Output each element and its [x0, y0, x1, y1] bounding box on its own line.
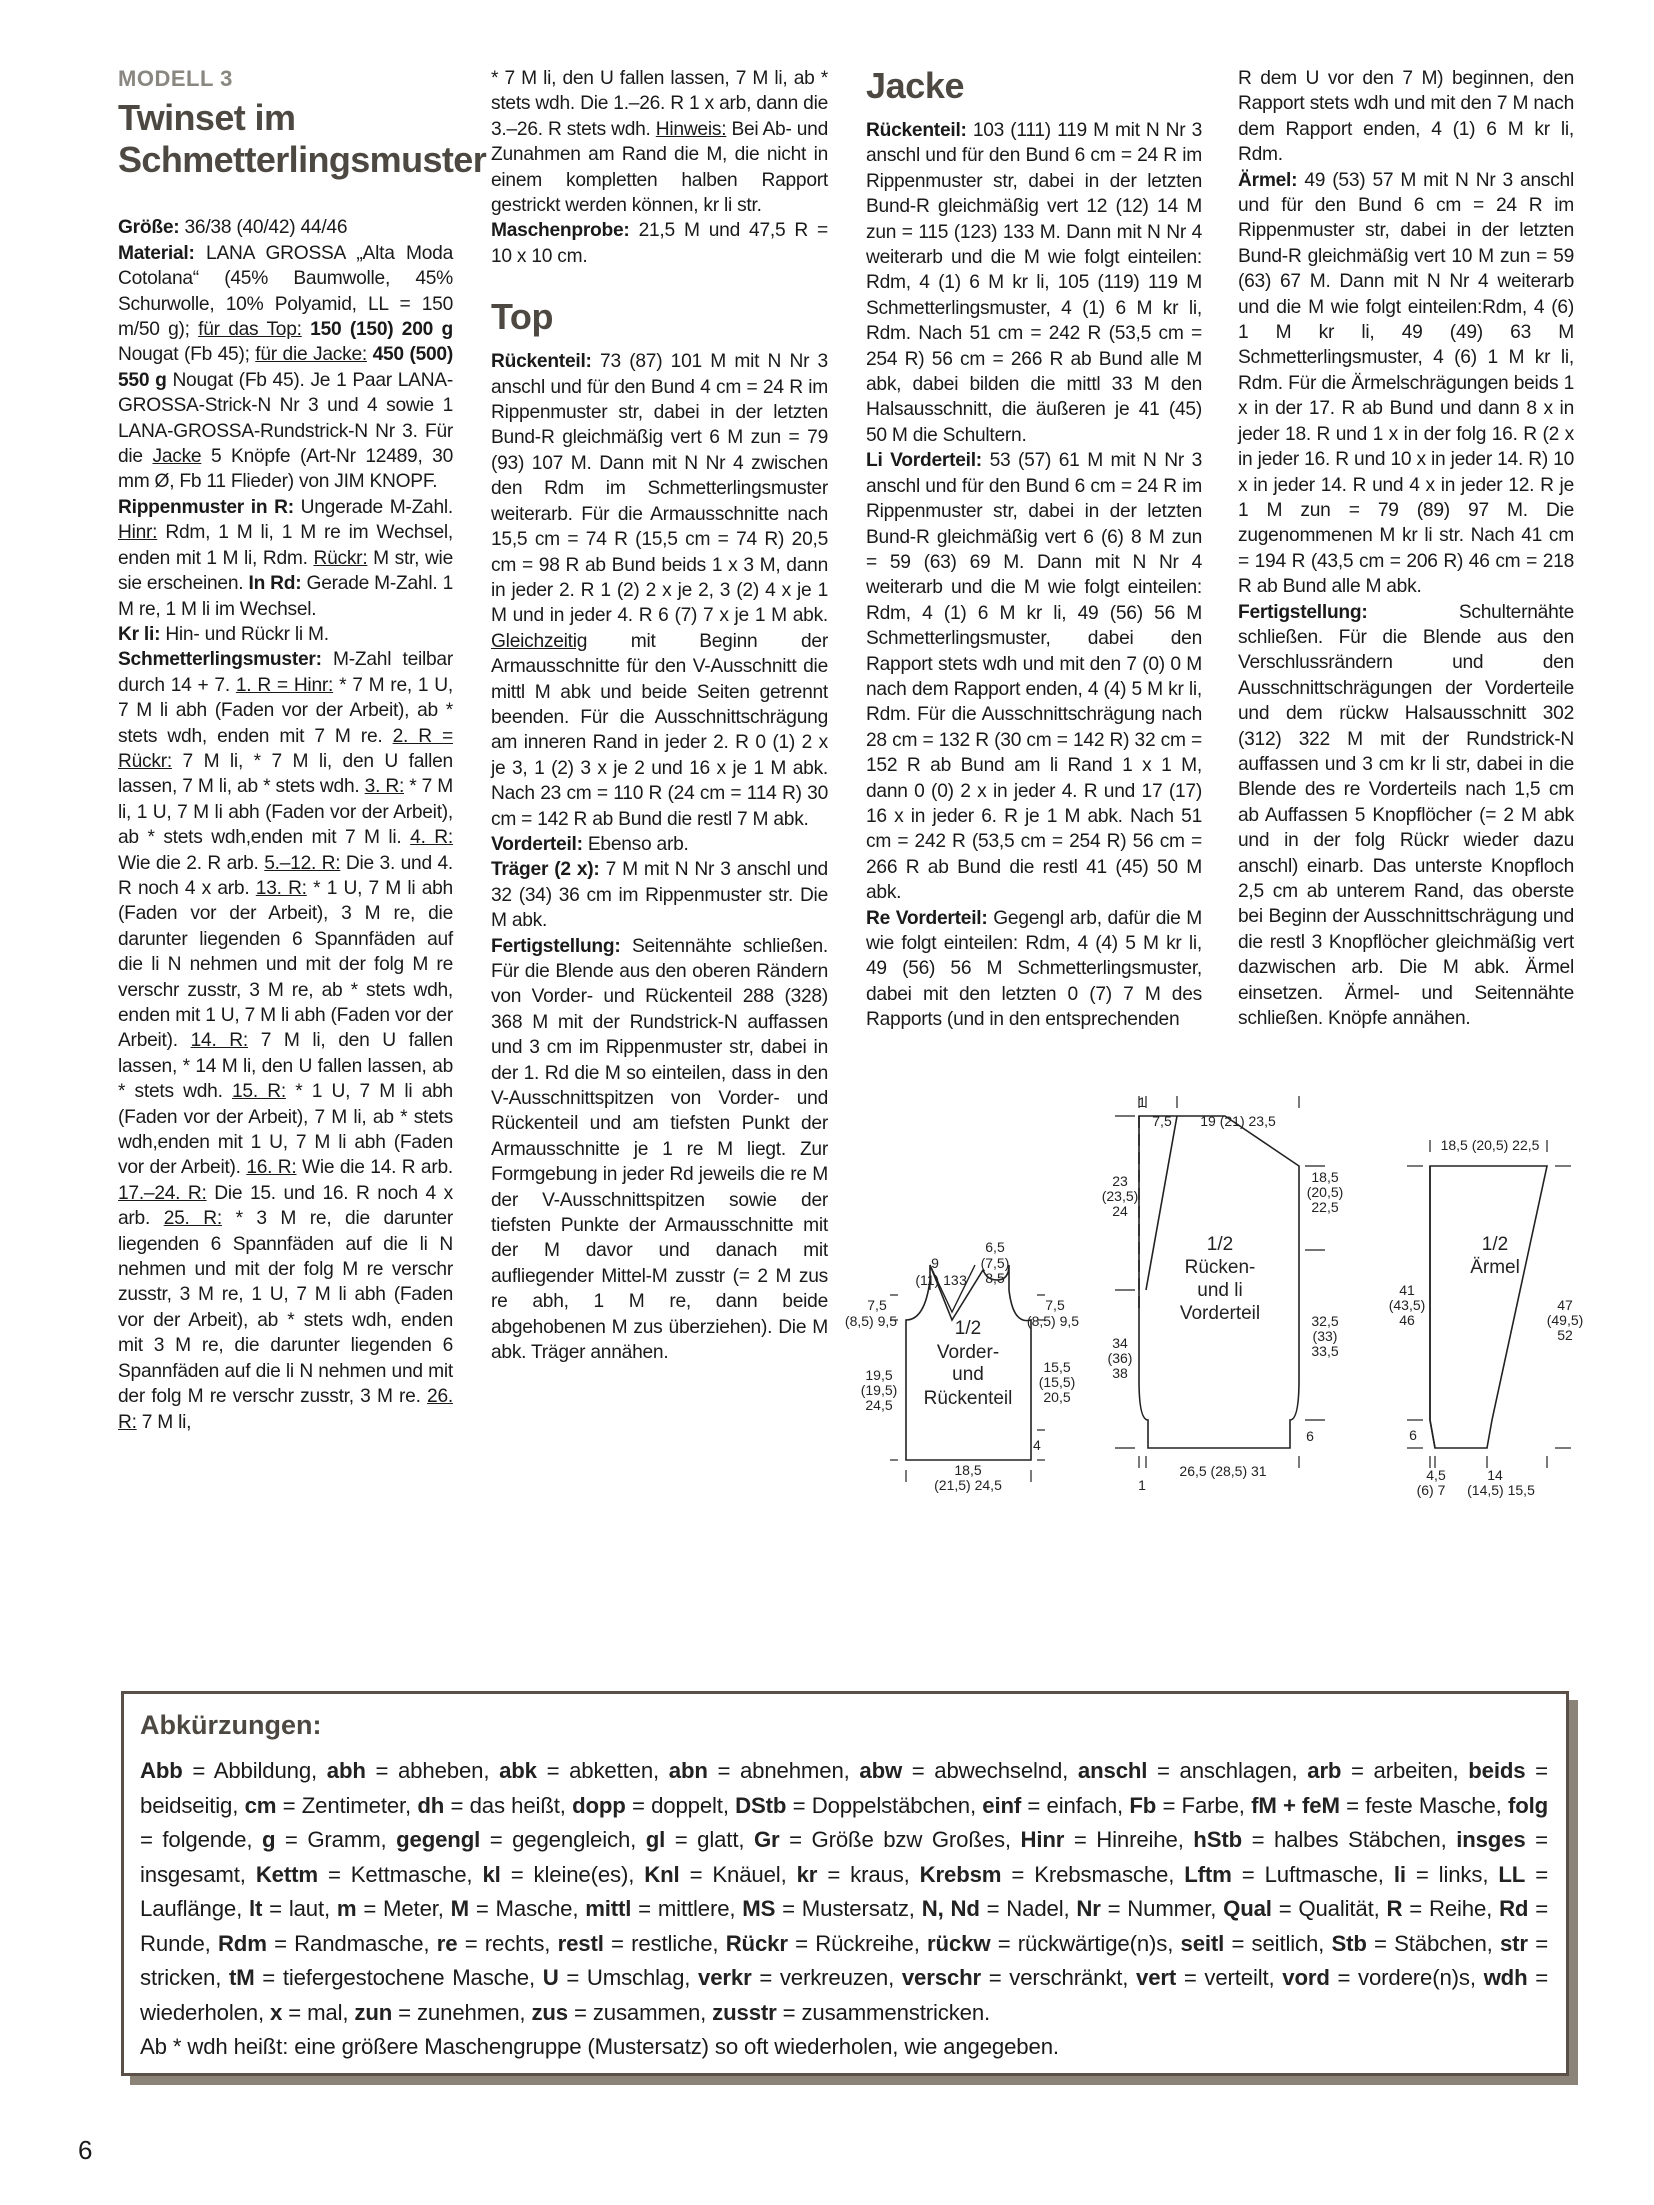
abbreviation-term: kl	[482, 1861, 501, 1887]
abbreviation-term: beids	[1468, 1758, 1526, 1783]
abbreviation-term: gegengl	[396, 1827, 481, 1852]
svg-text:4,5: 4,5	[1426, 1467, 1446, 1483]
svg-text:24,5: 24,5	[865, 1397, 893, 1413]
abbreviation-meaning: = Meter,	[356, 1896, 451, 1921]
abbreviation-term: Qual	[1223, 1896, 1272, 1921]
column-4	[1238, 66, 1574, 1031]
abbreviation-term: arb	[1307, 1758, 1342, 1783]
abbreviation-meaning: = vordere(n)s,	[1329, 1965, 1484, 1990]
abbreviation-term: Rdm	[217, 1930, 267, 1956]
aermel-label-2: Ärmel	[1470, 1257, 1520, 1278]
section-heading-jacke: Jacke	[866, 65, 965, 106]
abbreviation-term: U	[542, 1965, 559, 1990]
top-instructions: Rückenteil: 73 (87) 101 M mit N Nr 3 anschl und für den Bund 4 cm = 24 R im Rippenmuster str, dabei in der letzten Bund-R gleichmäßig vert 6 M zun = 79 (93) 107 M. Dann mit N Nr 4 zwischen den Rdm im Schmetterlingsmuster weiterarb. Für die Armausschnitte nach 15,5 cm = 74 R (15,5 cm = 74 R) 20,5 cm = 98 R ab Bund beids 1 x 3 M, dann in jeder 2. R 1 (2) 2 x je 2, 3 (2) 4 x je 1 M und in jeder 4. R 6 (7) 7 x je 1 M abk. Gleichzeitig mit Beginn der Armausschnitte für den V-Ausschnitt die mittl M abk und beide Seiten getrennt beenden. Für die Ausschnittschrägung am inneren Rand in jeder 2. R 0 (1) 2 x je 3, 1 (2) 3 x je 2 und 16 x je 1 M abk. Nach 23 cm = 110 R (24 cm = 114 R) 30 cm = 142 R ab Bund die restl 7 M abk. Vorderteil: Ebenso arb. Träger (2 x): 7 M mit N Nr 3 anschl und 32 (34) 36 cm im Rippenmuster str. Die M abk. Fertigstellung: Seitennähte schließen. Für die Blende aus den oberen Rändern von Vorder- und Rückenteil 288 (328) 368 M mit der Rundstrick-N auffassen und 3 cm im Rippenmuster str, dabei in der 1. Rd die M so einteilen, dass in den V-Ausschnittspitzen von Vorder- und Rückenteil und am tiefsten Punkt der Armausschnitte je 1 re M liegt. Zur Formgebung in jeder Rd jeweils die re M der V-Ausschnittspitzen sowie der tiefsten Punkte der Armausschnitte mit der M davor und danach mit aufliegender Mittel-M zusstr (= 2 M zus re abh, 1 M re, dann beide abgehobenen M zus überziehen). Die M abk. Träger annähen.	[491, 351, 828, 1364]
svg-text:(33): (33)	[1312, 1328, 1338, 1344]
abbreviation-term: vord	[1282, 1965, 1330, 1990]
svg-text:(14,5) 15,5: (14,5) 15,5	[1467, 1482, 1535, 1498]
abbreviation-term: gl	[645, 1827, 666, 1852]
svg-text:(6) 7: (6) 7	[1416, 1482, 1446, 1498]
abbreviation-meaning: = laut,	[262, 1896, 337, 1921]
abbreviation-term: tM	[228, 1965, 255, 1990]
abbreviation-term: re	[436, 1930, 458, 1956]
svg-text:7,5: 7,5	[1045, 1297, 1065, 1313]
aermel-label-1: 1/2	[1481, 1234, 1509, 1255]
abbreviation-meaning: = Zentimeter,	[276, 1792, 418, 1818]
abbreviation-term: x	[270, 1999, 283, 2025]
svg-text:(8,5) 9,5: (8,5) 9,5	[1026, 1313, 1080, 1329]
abbreviation-term: Kettm	[255, 1861, 318, 1887]
abbreviation-meaning: = Nadel,	[979, 1896, 1077, 1921]
svg-text:(49,5): (49,5)	[1546, 1312, 1584, 1328]
abbreviation-meaning: = Runde,	[140, 1896, 1549, 1956]
svg-text:(8,5) 9,5: (8,5) 9,5	[844, 1313, 898, 1329]
abbreviation-meaning: = stricken,	[140, 1930, 1548, 1990]
abbreviation-term: fM + feM	[1251, 1792, 1340, 1818]
abbreviation-term: li	[1393, 1861, 1406, 1887]
abbreviation-meaning: = doppelt,	[625, 1792, 736, 1818]
abbreviation-term: Fb	[1129, 1792, 1157, 1818]
abbreviation-meaning: = kraus,	[817, 1861, 920, 1887]
svg-text:7,5: 7,5	[1152, 1113, 1172, 1129]
abbreviation-term: folg	[1507, 1792, 1549, 1818]
jacke-body-label-1: 1/2	[1206, 1234, 1234, 1255]
abbreviation-meaning: = restliche,	[603, 1930, 726, 1956]
svg-text:(36): (36)	[1107, 1350, 1133, 1366]
svg-text:26,5 (28,5) 31: 26,5 (28,5) 31	[1179, 1463, 1267, 1479]
abbreviation-meaning: = abketten,	[536, 1758, 669, 1783]
abbreviations-note: Ab * wdh heißt: eine größere Maschengruppe (Mustersatz) so oft wiederholen, wie angegeben.	[140, 2034, 1059, 2059]
svg-text:6: 6	[1409, 1427, 1417, 1443]
svg-text:33,5: 33,5	[1311, 1343, 1339, 1359]
svg-text:34: 34	[1112, 1335, 1128, 1351]
abbreviation-term: Knl	[644, 1861, 680, 1887]
svg-text:1: 1	[1138, 1477, 1146, 1493]
abbreviation-meaning: = tiefergestochene Masche,	[254, 1965, 543, 1990]
abbreviation-meaning: = rechts,	[457, 1930, 558, 1956]
schematic-drawings	[835, 1090, 1584, 1510]
abbreviation-meaning: = glatt,	[665, 1827, 754, 1852]
abbreviation-meaning: = Farbe,	[1156, 1792, 1252, 1818]
svg-text:38: 38	[1112, 1365, 1128, 1381]
abbreviation-meaning: = das heißt,	[444, 1792, 573, 1818]
svg-text:9: 9	[931, 1255, 939, 1271]
abbreviation-meaning: = Hinreihe,	[1064, 1827, 1194, 1852]
svg-text:15,5: 15,5	[1043, 1359, 1071, 1375]
abbreviation-term: abk	[499, 1758, 537, 1783]
abbreviation-meaning: = Mustersatz,	[775, 1896, 922, 1921]
column-2	[491, 66, 828, 1366]
abbreviation-meaning: = Nummer,	[1100, 1896, 1224, 1921]
top-piece-label-3: und	[952, 1364, 984, 1385]
svg-text:18,5: 18,5	[1311, 1169, 1339, 1185]
svg-text:(23,5): (23,5)	[1101, 1188, 1139, 1204]
top-piece-label-4: Rückenteil	[923, 1388, 1013, 1409]
abbreviation-term: Lftm	[1184, 1861, 1232, 1887]
abbreviation-meaning: = Größe bzw Großes,	[779, 1827, 1021, 1852]
svg-text:(20,5): (20,5)	[1306, 1184, 1344, 1200]
abbreviation-meaning: = folgende,	[140, 1827, 262, 1852]
abbreviation-term: DStb	[735, 1792, 787, 1818]
abbreviation-meaning: = Knäuel,	[679, 1861, 797, 1887]
abbreviation-term: einf	[982, 1792, 1022, 1818]
abbreviation-term: abw	[859, 1758, 903, 1783]
abbreviation-term: Rd	[1499, 1896, 1529, 1921]
svg-text:(7,5): (7,5)	[980, 1255, 1010, 1271]
abbreviation-term: wdh	[1483, 1965, 1528, 1990]
abbreviation-meaning: = verkreuzen,	[751, 1965, 902, 1990]
svg-text:(15,5): (15,5)	[1038, 1374, 1076, 1390]
top-piece-label-1: 1/2	[954, 1318, 982, 1339]
abbreviation-meaning: = halbes Stäbchen,	[1242, 1827, 1457, 1852]
abbreviation-meaning: = einfach,	[1021, 1792, 1130, 1818]
svg-text:23: 23	[1112, 1173, 1128, 1189]
svg-text:3: 3	[959, 1272, 967, 1288]
abbreviations-list	[140, 1754, 1548, 2030]
pattern-continued: * 7 M li, den U fallen lassen, 7 M li, ab * stets wdh. Die 1.–26. R 1 x arb, dann die 3.–26. R stets wdh. Hinweis: Bei Ab- und Zunahmen am Rand die M, die nicht in einem kompletten halben Rapport gestrickt werden können, kr li str. Maschenprobe: 21,5 M und 47,5 R = 10 x 10 cm.	[491, 68, 828, 267]
svg-text:24: 24	[1112, 1203, 1128, 1219]
schematic-aermel	[1407, 1140, 1571, 1468]
abbreviation-term: g	[261, 1827, 276, 1852]
section-heading-top: Top	[491, 296, 554, 338]
svg-text:6: 6	[1306, 1428, 1314, 1444]
abbreviation-meaning: = mittlere,	[631, 1896, 743, 1921]
jacke-instructions-continued: R dem U vor den 7 M) beginnen, den Rapport stets wdh und mit den 7 M nach dem Rapport enden, 4 (1) 6 M kr li, Rdm. Ärmel: 49 (53) 57 M mit N Nr 3 anschl und für den Bund 6 cm = 24 R im Rippenmuster str, dabei in der letzten Bund-R gleichmäßig vert 10 M zun = 59 (63) 67 M. Dann mit N Nr 4 weiterarb und die M wie folgt einteilen:Rdm, 4 (6) 1 M kr li, 49 (49) 63 M Schmetterlingsmuster, 4 (6) 1 M kr li, Rdm. Für die Ärmelschrägungen beids 1 x in der 17. R ab Bund und dann 8 x in jeder 18. R und 1 x in der folg 16. R (2 x in jeder 16. R und 10 x in jeder 14. R) 10 x in jeder 14. R und 4 x in jeder 12. R je 1 M zun = 79 (89) 97 M. Die zugenommenen M kr li str. Nach 41 cm = 194 R (43,5 cm = 206 R) 46 cm = 218 R ab Bund alle M abk. Fertigstellung: Schulternähte schließen. Für die Blende aus den Verschlussrändern und den Ausschnittschrägungen der Vorderteile und dem rückw Halsausschnitt 302 (312) 322 M mit der Rundstrick-N auffassen und 3 cm kr li str, dabei in die Blende des re Vorderteils nach 1,5 cm ab Auffassen 5 Knopflöcher (= 2 M abk und in der folg Rückr wieder dazu anschl) einarb. Das unterste Knopfloch 2,5 cm ab unterem Rand, das oberste bei Beginn der Ausschnittschrägung und die restl 3 Knopflöcher gleichmäßig vert dazwischen arb. Die M abk. Ärmel einsetzen. Ärmel- und Seitennähte schließen. Knöpfe annähen.	[1238, 68, 1574, 1030]
abbreviation-meaning: = links,	[1405, 1861, 1499, 1887]
page-title: Twinset im Schmetterlingsmuster	[118, 97, 487, 181]
abbreviation-meaning: = verteilt,	[1176, 1965, 1283, 1990]
abbreviation-term: cm	[244, 1792, 277, 1818]
abbreviation-meaning: = zunehmen,	[392, 1999, 532, 2025]
jacke-body-label-3: und li	[1197, 1280, 1243, 1301]
abbreviation-meaning: = Qualität,	[1271, 1896, 1387, 1921]
svg-text:32,5: 32,5	[1311, 1313, 1339, 1329]
abbreviation-term: rückw	[927, 1930, 991, 1956]
svg-text:18,5 (20,5) 22,5: 18,5 (20,5) 22,5	[1440, 1137, 1540, 1153]
abbreviation-meaning: = Umschlag,	[558, 1965, 699, 1990]
abbreviation-meaning: = Kettmasche,	[317, 1861, 483, 1887]
abbreviations-box	[121, 1691, 1569, 2076]
abbreviation-meaning: = Stäbchen,	[1366, 1930, 1500, 1956]
svg-text:41: 41	[1399, 1282, 1415, 1298]
abbreviation-meaning: = Randmasche,	[266, 1930, 437, 1956]
svg-text:18,5: 18,5	[954, 1462, 982, 1478]
abbreviation-meaning: = Luftmasche,	[1231, 1861, 1394, 1887]
jacke-instructions: Rückenteil: 103 (111) 119 M mit N Nr 3 anschl und für den Bund 6 cm = 24 R im Rippenmuster str, dabei in der letzten Bund-R gleichmäßig vert 12 (12) 14 M zun = 115 (123) 133 M. Dann mit N Nr 4 weiterarb und die M wie folgt einteilen: Rdm, 4 (1) 6 M kr li, 105 (119) 119 M Schmetterlingsmuster, 4 (1) 6 M kr li, Rdm. Nach 51 cm = 242 R (53,5 cm = 254 R) 56 cm = 266 R ab Bund alle M abk, dabei bilden die mittl 33 M den Halsausschnitt, die äußeren je 41 (45) 50 M die Schultern. Li Vorderteil: 53 (57) 61 M mit N Nr 3 anschl und für den Bund 6 cm = 24 R im Rippenmuster str, dabei in der letzten Bund-R gleichmäßig vert 6 (6) 8 M zun = 59 (63) 69 M. Dann mit N Nr 4 weiterarb und die M wie folgt einteilen: Rdm, 4 (1) 6 M kr li, 49 (56) 56 M Schmetterlingsmuster, dabei den Rapport stets wdh und mit den 7 (0) 0 M nach dem Rapport enden, 4 (4) 5 M kr li, Rdm. Für die Ausschnittschrägung nach 28 cm = 132 R (30 cm = 142 R) 32 cm = 152 R ab Bund am li Rand 1 x 1 M, dann 0 (0) 2 x in jeder 4. R und 17 (17) 16 x in jeder 6. R je 1 M abk. Nach 51 cm = 242 R (53,5 cm = 254 R) 56 cm = 266 R ab Bund die restl 41 (45) 50 M abk. Re Vorderteil: Gegengl arb, dafür die M wie folgt einteilen: Rdm, 4 (4) 5 M kr li, 49 (56) 56 M Schmetterlingsmuster, dabei mit den letzten 0 (7) 7 M des Rapports (und in den entsprechenden	[866, 120, 1202, 1031]
column-1	[118, 66, 487, 1435]
abbreviation-meaning: = verschränkt,	[981, 1965, 1137, 1990]
abbreviation-meaning: = zusammenstricken.	[776, 1999, 991, 2025]
abbreviation-meaning: = arbeiten,	[1341, 1758, 1469, 1783]
abbreviation-term: dh	[417, 1792, 445, 1818]
abbreviation-term: R	[1386, 1896, 1403, 1921]
svg-text:19,5: 19,5	[865, 1367, 893, 1383]
abbreviation-meaning: = Reihe,	[1402, 1896, 1500, 1921]
svg-text:20,5: 20,5	[1043, 1389, 1071, 1405]
abbreviation-term: abn	[668, 1758, 708, 1783]
page-number: 6	[78, 2135, 93, 2165]
abbreviation-term: Rückr	[725, 1930, 788, 1956]
abbreviation-term: N, Nd	[921, 1896, 980, 1921]
abbreviation-meaning: = abheben,	[365, 1758, 500, 1783]
abbreviation-meaning: = feste Masche,	[1339, 1792, 1508, 1818]
svg-text:46: 46	[1399, 1312, 1415, 1328]
svg-text:(21,5) 24,5: (21,5) 24,5	[934, 1477, 1002, 1493]
svg-text:52: 52	[1557, 1327, 1573, 1343]
abbreviation-meaning: = zusammen,	[567, 1999, 713, 2025]
abbreviation-meaning: = mal,	[282, 1999, 355, 2025]
abbreviation-term: LL	[1498, 1861, 1526, 1887]
abbreviation-term: Nr	[1076, 1896, 1101, 1921]
abbreviation-term: insges	[1456, 1827, 1526, 1852]
abbreviation-meaning: = beidseitig,	[140, 1758, 1548, 1818]
abbreviation-term: zus	[531, 1999, 568, 2025]
abbreviation-meaning: = kleine(es),	[500, 1861, 645, 1887]
abbreviation-term: anschl	[1077, 1758, 1148, 1783]
abbreviation-term: Gr	[753, 1827, 780, 1852]
model-number: MODELL 3	[118, 66, 233, 91]
abbreviation-term: M	[450, 1896, 469, 1921]
abbreviation-term: Stb	[1331, 1930, 1367, 1956]
abbreviation-term: Krebsm	[919, 1861, 1002, 1887]
abbreviation-meaning: = Doppelstäbchen,	[786, 1792, 983, 1818]
abbreviation-term: verkr	[698, 1965, 752, 1990]
svg-text:(11) 13: (11) 13	[915, 1272, 959, 1288]
abbreviation-term: vert	[1136, 1965, 1177, 1990]
svg-text:8,5: 8,5	[985, 1270, 1005, 1286]
abbreviation-meaning: = Rückreihe,	[787, 1930, 928, 1956]
abbreviation-meaning: = wiederholen,	[140, 1965, 1549, 2025]
svg-text:(43,5): (43,5)	[1388, 1297, 1426, 1313]
abbreviation-meaning: = rückwärtige(n)s,	[990, 1930, 1181, 1956]
svg-text:(19,5): (19,5)	[860, 1382, 898, 1398]
abbreviation-meaning: = anschlagen,	[1147, 1758, 1308, 1783]
abbreviation-term: restl	[557, 1930, 604, 1956]
jacke-body-label-2: Rücken-	[1184, 1257, 1256, 1278]
svg-text:4: 4	[1033, 1437, 1041, 1453]
abbreviation-term: zusstr	[712, 1999, 777, 2025]
abbreviation-term: m	[336, 1896, 357, 1921]
svg-text:7,5: 7,5	[867, 1297, 887, 1313]
abbreviation-term: seitl	[1180, 1930, 1225, 1956]
abbreviations-title: Abkürzungen:	[140, 1710, 322, 1740]
size-paragraph: Größe: 36/38 (40/42) 44/46 Material: LANA GROSSA „Alta Moda Cotolana“ (45% Baumwolle, 45% Schurwolle, 10% Polyamid, LL = 150 m/50 g); für das Top: 150 (150) 200 g Nougat (Fb 45); für die Jacke: 450 (500) 550 g Nougat (Fb 45). Je 1 Paar LANA-GROSSA-Strick-N Nr 3 und 4 sowie 1 LANA-GROSSA-Rundstrick-N Nr 3. Für die Jacke 5 Knöpfe (Art-Nr 12489, 30 mm Ø, Fb 11 Flieder) von JIM KNOPF. Rippenmuster in R: Ungerade M-Zahl. Hinr: Rdm, 1 M li, 1 M re im Wechsel, enden mit 1 M li, Rdm. Rückr: M str, wie sie erscheinen. In Rd: Gerade M-Zahl. 1 M re, 1 M li im Wechsel. Kr li: Hin- und Rückr li M. Schmetterlingsmuster: M-Zahl teilbar durch 14 + 7. 1. R = Hinr: * 7 M re, 1 U, 7 M li abh (Faden vor der Arbeit), ab * stets wdh, enden mit 7 M re. 2. R = Rückr: 7 M li, * 7 M li, den U fallen lassen, 7 M li, ab * stets wdh. 3. R: * 7 M li, 1 U, 7 M li abh (Faden vor der Arbeit), ab * stets wdh,enden mit 7 M li. 4. R: Wie die 2. R arb. 5.–12. R: Die 3. und 4. R noch 4 x arb. 13. R: * 1 U, 7 M li abh (Faden vor der Arbeit), 3 M re, die darunter liegenden 6 Spannfäden auf die li N nehmen und mit der folg M re verschr zusstr, 3 M re, ab * stets wdh, enden mit 1 U, 7 M li abh (Faden vor der Arbeit). 14. R: 7 M li, den U fallen lassen, * 14 M li, den U fallen lassen, ab * stets wdh. 15. R: * 1 U, 7 M li abh (Faden vor der Arbeit), 7 M li, ab * stets wdh,enden mit 1 U, 7 M li abh (Faden vor der Arbeit). 16. R: Wie die 14. R arb. 17.–24. R: Die 15. und 16. R noch 4 x arb. 25. R: * 3 M re, die darunter liegenden 6 Spannfäden auf die li N nehmen und mit der folg M re verschr zusstr, 3 M re, 1 U, 7 M li abh (Faden vor der Arbeit), ab * stets wdh, enden mit 3 M re, die darunter liegenden 6 Spannfäden auf die li N nehmen und mit der folg M re verschr zusstr, 3 M re. 26. R: 7 M li,	[118, 217, 453, 1433]
svg-text:14: 14	[1487, 1467, 1503, 1483]
top-piece-label-2: Vorder-	[936, 1342, 1000, 1363]
abbreviation-term: verschr	[901, 1965, 981, 1990]
jacke-body-label-4: Vorderteil	[1179, 1303, 1261, 1324]
svg-text:22,5: 22,5	[1311, 1199, 1339, 1215]
abbreviation-term: hStb	[1193, 1827, 1242, 1852]
abbreviation-meaning: = insgesamt,	[140, 1827, 1548, 1887]
svg-text:19 (21) 23,5: 19 (21) 23,5	[1200, 1113, 1276, 1129]
abbreviation-meaning: = Krebsmasche,	[1001, 1861, 1185, 1887]
abbreviation-meaning: = Lauflänge,	[140, 1861, 1548, 1921]
abbreviation-term: MS	[742, 1896, 776, 1921]
abbreviation-meaning: = abnehmen,	[707, 1758, 860, 1783]
abbreviation-meaning: = Abbildung,	[182, 1758, 327, 1783]
column-3	[866, 66, 1202, 1033]
abbreviation-term: mittl	[585, 1896, 632, 1921]
svg-text:1: 1	[1138, 1094, 1146, 1110]
abbreviation-term: dopp	[572, 1792, 626, 1818]
abbreviation-meaning: = Gramm,	[275, 1827, 397, 1852]
abbreviation-term: lt	[249, 1896, 263, 1921]
abbreviation-meaning: = seitlich,	[1224, 1930, 1332, 1956]
abbreviation-term: kr	[796, 1861, 818, 1887]
abbreviation-term: zun	[354, 1999, 393, 2025]
svg-text:6,5: 6,5	[985, 1239, 1005, 1255]
abbreviation-meaning: = Masche,	[469, 1896, 586, 1921]
abbreviation-term: str	[1499, 1930, 1528, 1956]
svg-text:47: 47	[1557, 1297, 1573, 1313]
abbreviation-term: abh	[326, 1758, 366, 1783]
abbreviation-term: Hinr	[1020, 1827, 1065, 1852]
abbreviation-term: Abb	[140, 1758, 183, 1783]
abbreviation-meaning: = gegengleich,	[480, 1827, 646, 1852]
abbreviation-meaning: = abwechselnd,	[902, 1758, 1078, 1783]
